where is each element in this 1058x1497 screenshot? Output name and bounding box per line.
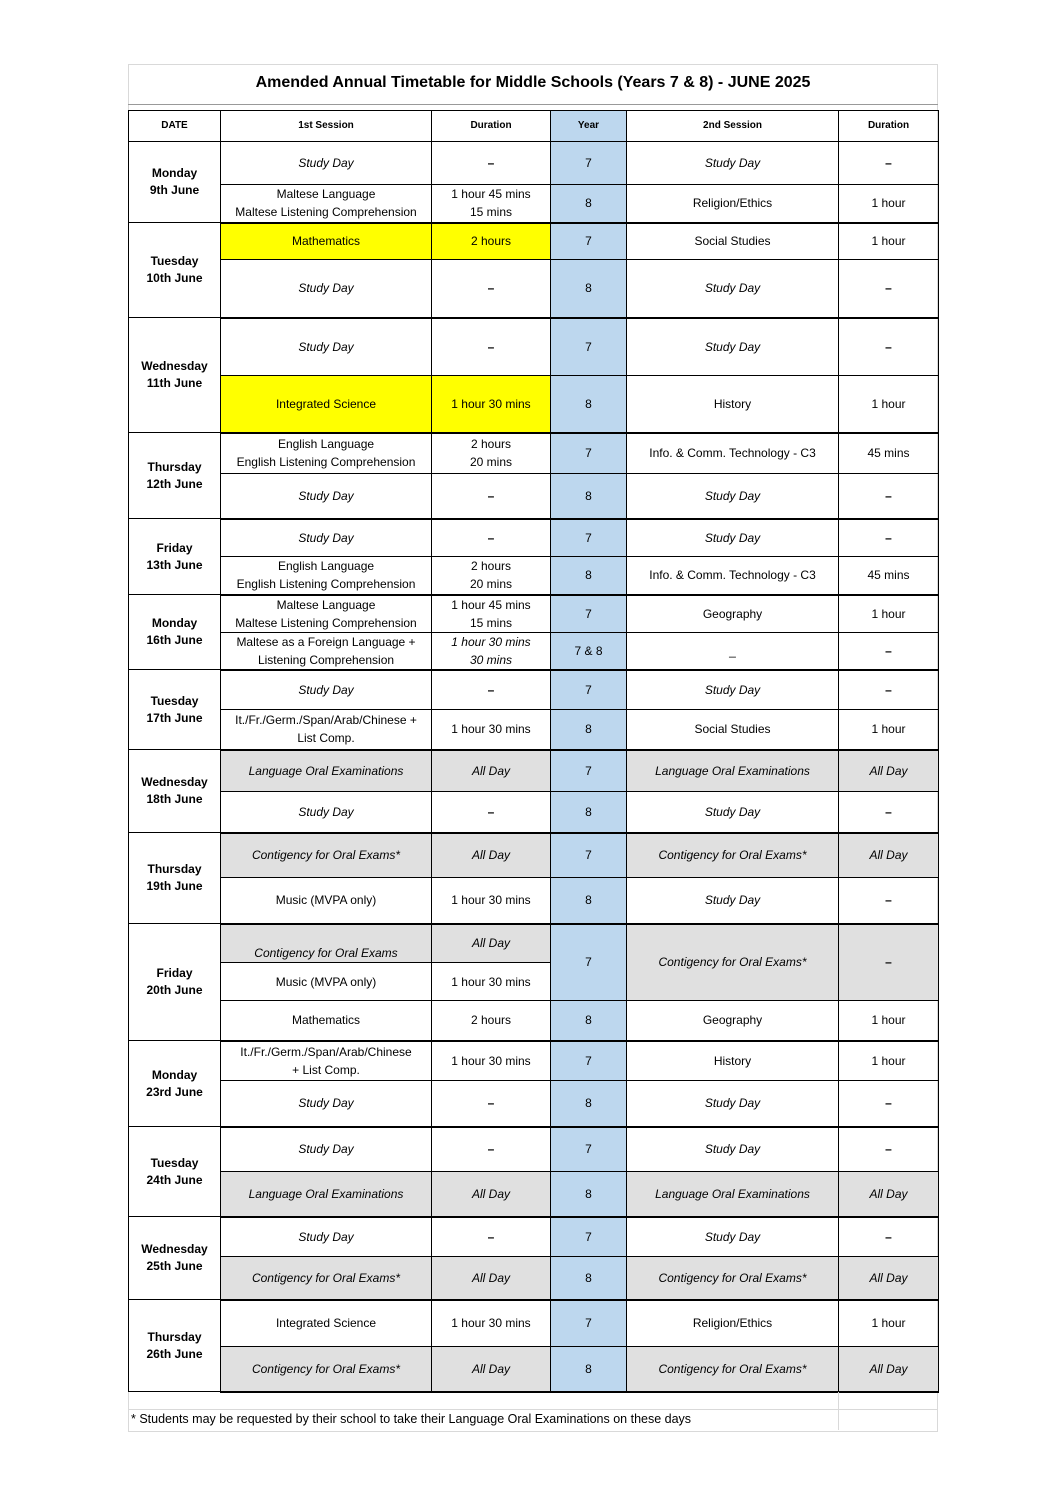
duration2-cell: All Day bbox=[839, 833, 939, 878]
duration1-cell: All Day bbox=[432, 1257, 551, 1300]
duration2-cell: 45 mins bbox=[839, 433, 939, 474]
session1-cell bbox=[221, 185, 432, 223]
subject-line: English Listening Comprehension bbox=[236, 455, 416, 470]
duration1-cell: 2 hours bbox=[432, 223, 551, 260]
day-date: 24th June bbox=[146, 1172, 203, 1187]
table-row bbox=[129, 1127, 939, 1172]
session1-cell: Study Day bbox=[221, 260, 432, 318]
session1-cell: Integrated Science bbox=[221, 1300, 432, 1347]
table-row bbox=[129, 1257, 939, 1300]
duration2-cell: All Day bbox=[839, 1172, 939, 1217]
year-cell: 7 bbox=[551, 924, 627, 1001]
year-cell: 8 bbox=[551, 474, 627, 519]
duration2-cell: – bbox=[839, 670, 939, 710]
session1-cell: Study Day bbox=[221, 792, 432, 833]
year-cell: 8 bbox=[551, 376, 627, 433]
session1-cell: Integrated Science bbox=[221, 376, 432, 433]
duration2-cell: – bbox=[839, 260, 939, 318]
session2-cell: Religion/Ethics bbox=[627, 1300, 839, 1347]
session2-cell: Study Day bbox=[627, 878, 839, 924]
session2-cell: Contigency for Oral Exams* bbox=[627, 1257, 839, 1300]
duration2-cell: – bbox=[839, 142, 939, 185]
session2-cell: Info. & Comm. Technology - C3 bbox=[627, 433, 839, 474]
table-row bbox=[129, 376, 939, 433]
year-cell: 8 bbox=[551, 792, 627, 833]
day-name: Thursday bbox=[147, 459, 202, 474]
duration-line: 2 hours bbox=[470, 437, 512, 452]
table-row bbox=[129, 1172, 939, 1217]
year-cell: 7 bbox=[551, 750, 627, 792]
duration1-cell bbox=[432, 433, 551, 474]
day-date: 11th June bbox=[146, 376, 203, 390]
duration2-cell: 1 hour bbox=[839, 595, 939, 633]
footnote: * Students may be requested by their school to take their Language Oral Examinations on these days bbox=[131, 1412, 692, 1426]
session1-cell: Study Day bbox=[221, 1127, 432, 1172]
day-name: Tuesday bbox=[150, 1155, 199, 1170]
day-date: 19th June bbox=[146, 879, 203, 893]
year-cell: 7 & 8 bbox=[551, 632, 627, 670]
header-year: Year bbox=[551, 111, 627, 142]
year-cell: 7 bbox=[551, 433, 627, 474]
header-duration1: Duration bbox=[432, 111, 551, 142]
table-row bbox=[129, 595, 939, 633]
subject-line: English Language bbox=[277, 559, 375, 574]
duration1-cell: All Day bbox=[432, 1172, 551, 1217]
year-cell: 8 bbox=[551, 1081, 627, 1127]
duration2-cell: 1 hour bbox=[839, 710, 939, 750]
session2-cell: Study Day bbox=[627, 1081, 839, 1127]
duration2-cell: 1 hour bbox=[839, 376, 939, 433]
day-name: Friday bbox=[156, 966, 193, 980]
session1-cell: Contigency for Oral Exams* bbox=[221, 833, 432, 878]
session2-cell: History bbox=[627, 1041, 839, 1081]
session1-cell bbox=[221, 632, 432, 670]
duration1-cell bbox=[432, 632, 551, 670]
footnote-gridline bbox=[838, 1392, 839, 1430]
session1-cell: Study Day bbox=[221, 474, 432, 519]
year-cell: 8 bbox=[551, 710, 627, 750]
duration1-cell: All Day bbox=[432, 750, 551, 792]
session2-cell: _ bbox=[627, 632, 839, 670]
date-cell bbox=[129, 750, 221, 833]
session2-cell: History bbox=[627, 376, 839, 433]
table-row bbox=[129, 142, 939, 185]
day-date: 23rd June bbox=[146, 1084, 203, 1099]
day-date: 13th June bbox=[146, 557, 203, 572]
subject-line: Listening Comprehension bbox=[257, 652, 395, 667]
title-divider bbox=[128, 104, 938, 105]
date-cell bbox=[129, 142, 221, 223]
duration2-cell: – bbox=[839, 519, 939, 557]
table-row bbox=[129, 1300, 939, 1347]
table-row bbox=[129, 318, 939, 376]
year-cell: 8 bbox=[551, 878, 627, 924]
table-row bbox=[129, 670, 939, 710]
table-row bbox=[129, 632, 939, 670]
subject-line: Maltese Listening Comprehension bbox=[235, 205, 417, 220]
session1-cell bbox=[221, 557, 432, 595]
subject-line: List Comp. bbox=[297, 731, 355, 746]
duration1-cell: 1 hour 30 mins bbox=[432, 1041, 551, 1081]
duration2-cell: – bbox=[839, 1217, 939, 1257]
session1-cell: Language Oral Examinations bbox=[221, 1172, 432, 1217]
session1-cell: Contigency for Oral Exams bbox=[221, 924, 432, 963]
date-cell bbox=[129, 670, 221, 750]
year-cell: 7 bbox=[551, 1300, 627, 1347]
session1-cell: Contigency for Oral Exams* bbox=[221, 1347, 432, 1392]
session2-cell: Study Day bbox=[627, 1217, 839, 1257]
duration2-cell: 1 hour bbox=[839, 1041, 939, 1081]
duration-line: 2 hours bbox=[470, 559, 512, 574]
session1-cell: Study Day bbox=[221, 519, 432, 557]
duration1-cell: – bbox=[432, 519, 551, 557]
year-cell: 8 bbox=[551, 1257, 627, 1300]
duration1-cell: – bbox=[432, 474, 551, 519]
year-cell: 7 bbox=[551, 223, 627, 260]
date-cell bbox=[129, 1300, 221, 1392]
table-row bbox=[129, 792, 939, 833]
session2-cell: Social Studies bbox=[627, 710, 839, 750]
session1-cell: Mathematics bbox=[221, 223, 432, 260]
date-cell bbox=[129, 833, 221, 924]
day-name: Tuesday bbox=[150, 254, 199, 268]
day-name: Friday bbox=[156, 540, 193, 555]
page-title: Amended Annual Timetable for Middle Schools (Years 7 & 8) - JUNE 2025 bbox=[255, 74, 811, 91]
date-cell bbox=[129, 433, 221, 519]
date-cell bbox=[129, 318, 221, 433]
day-date: 20th June bbox=[146, 983, 203, 997]
session1-cell bbox=[221, 710, 432, 750]
duration2-cell: – bbox=[839, 632, 939, 670]
table-row bbox=[129, 223, 939, 260]
header-session1: 1st Session bbox=[221, 111, 432, 142]
duration1-cell: 1 hour 30 mins bbox=[432, 878, 551, 924]
duration1-cell: All Day bbox=[432, 1347, 551, 1392]
subject-line: + List Comp. bbox=[292, 1062, 360, 1077]
table-row bbox=[129, 519, 939, 557]
subject-line: Maltese Listening Comprehension bbox=[235, 615, 417, 630]
duration1-cell: 1 hour 30 mins bbox=[432, 376, 551, 433]
table-row bbox=[129, 433, 939, 474]
header-session2: 2nd Session bbox=[627, 111, 839, 142]
duration1-cell: – bbox=[432, 260, 551, 318]
subject-line: English Listening Comprehension bbox=[236, 577, 416, 592]
subject-line: Maltese as a Foreign Language + bbox=[236, 634, 416, 649]
subject-line: Maltese Language bbox=[276, 187, 376, 202]
date-cell bbox=[129, 519, 221, 595]
day-name: Wednesday bbox=[141, 1242, 208, 1256]
table-row bbox=[129, 1001, 939, 1041]
session1-cell: Study Day bbox=[221, 318, 432, 376]
duration-line: 15 mins bbox=[469, 205, 513, 220]
duration1-cell: 2 hours bbox=[432, 1001, 551, 1041]
duration1-cell bbox=[432, 557, 551, 595]
year-cell: 8 bbox=[551, 260, 627, 318]
duration1-cell: 1 hour 30 mins bbox=[432, 1300, 551, 1347]
duration2-cell: – bbox=[839, 318, 939, 376]
session2-cell: Religion/Ethics bbox=[627, 185, 839, 223]
session2-cell: Study Day bbox=[627, 1127, 839, 1172]
table-row bbox=[129, 1081, 939, 1127]
footnote-divider bbox=[128, 1409, 938, 1410]
duration2-cell: 45 mins bbox=[839, 557, 939, 595]
day-date: 16th June bbox=[146, 633, 203, 647]
date-cell bbox=[129, 924, 221, 1041]
session2-cell: Social Studies bbox=[627, 223, 839, 260]
date-cell bbox=[129, 1127, 221, 1217]
duration2-cell: – bbox=[839, 474, 939, 519]
duration1-cell: – bbox=[432, 792, 551, 833]
duration2-cell: All Day bbox=[839, 1347, 939, 1392]
session1-cell: Study Day bbox=[221, 1217, 432, 1257]
session1-cell: Study Day bbox=[221, 142, 432, 185]
duration-line: 20 mins bbox=[469, 577, 513, 592]
day-date: 12th June bbox=[146, 476, 203, 491]
duration2-cell: – bbox=[839, 1081, 939, 1127]
subject-line: Maltese Language bbox=[276, 597, 376, 612]
session1-cell: Contigency for Oral Exams* bbox=[221, 1257, 432, 1300]
duration2-cell: All Day bbox=[839, 750, 939, 792]
session2-cell: Language Oral Examinations bbox=[627, 1172, 839, 1217]
session1-cell: Mathematics bbox=[221, 1001, 432, 1041]
date-cell bbox=[129, 595, 221, 670]
session2-cell: Study Day bbox=[627, 260, 839, 318]
subject-line: It./Fr./Germ./Span/Arab/Chinese + bbox=[235, 713, 417, 728]
duration1-cell: – bbox=[432, 1217, 551, 1257]
duration2-cell: – bbox=[839, 924, 939, 1001]
table-row bbox=[129, 557, 939, 595]
year-cell: 8 bbox=[551, 1001, 627, 1041]
date-cell bbox=[129, 1041, 221, 1127]
day-name: Monday bbox=[151, 616, 198, 630]
year-cell: 7 bbox=[551, 1217, 627, 1257]
duration1-cell bbox=[432, 595, 551, 633]
session2-cell: Study Day bbox=[627, 519, 839, 557]
duration-line: 30 mins bbox=[469, 652, 513, 667]
session2-cell: Contigency for Oral Exams* bbox=[627, 924, 839, 1001]
timetable bbox=[128, 110, 939, 1393]
header-date: DATE bbox=[129, 111, 221, 142]
duration2-cell: 1 hour bbox=[839, 1001, 939, 1041]
session2-cell: Study Day bbox=[627, 792, 839, 833]
duration1-cell: – bbox=[432, 1127, 551, 1172]
session2-cell: Geography bbox=[627, 595, 839, 633]
duration1-cell: – bbox=[432, 318, 551, 376]
day-date: 9th June bbox=[149, 183, 200, 197]
session1-cell bbox=[221, 433, 432, 474]
table-row bbox=[129, 710, 939, 750]
session2-cell: Language Oral Examinations bbox=[627, 750, 839, 792]
duration2-cell: – bbox=[839, 792, 939, 833]
duration2-cell: 1 hour bbox=[839, 1300, 939, 1347]
duration-line: 1 hour 45 mins bbox=[451, 597, 531, 612]
year-cell: 7 bbox=[551, 1041, 627, 1081]
duration2-cell: – bbox=[839, 1127, 939, 1172]
day-date: 17th June bbox=[146, 710, 203, 725]
duration1-cell: All Day bbox=[432, 833, 551, 878]
table-row bbox=[129, 1217, 939, 1257]
table-row bbox=[129, 185, 939, 223]
day-name: Tuesday bbox=[150, 693, 199, 708]
session1-cell bbox=[221, 1041, 432, 1081]
duration-line: 15 mins bbox=[469, 615, 513, 630]
session2-cell: Info. & Comm. Technology - C3 bbox=[627, 557, 839, 595]
year-cell: 7 bbox=[551, 142, 627, 185]
duration2-cell: All Day bbox=[839, 1257, 939, 1300]
session2-cell: Study Day bbox=[627, 142, 839, 185]
header-duration2: Duration bbox=[839, 111, 939, 142]
table-row bbox=[129, 924, 939, 963]
day-name: Wednesday bbox=[141, 359, 208, 373]
table-row bbox=[129, 750, 939, 792]
year-cell: 7 bbox=[551, 318, 627, 376]
session2-cell: Contigency for Oral Exams* bbox=[627, 1347, 839, 1392]
table-row bbox=[129, 878, 939, 924]
session1-cell: Study Day bbox=[221, 670, 432, 710]
duration2-cell: 1 hour bbox=[839, 185, 939, 223]
session2-cell: Geography bbox=[627, 1001, 839, 1041]
year-cell: 7 bbox=[551, 670, 627, 710]
year-cell: 8 bbox=[551, 557, 627, 595]
day-name: Wednesday bbox=[141, 775, 208, 789]
table-row bbox=[129, 1347, 939, 1392]
year-cell: 8 bbox=[551, 1172, 627, 1217]
session2-cell: Study Day bbox=[627, 474, 839, 519]
session1-cell: Music (MVPA only) bbox=[221, 963, 432, 1001]
day-name: Monday bbox=[151, 166, 198, 180]
year-cell: 7 bbox=[551, 595, 627, 633]
subject-line: It./Fr./Germ./Span/Arab/Chinese bbox=[240, 1044, 412, 1059]
table-row bbox=[129, 833, 939, 878]
session1-cell bbox=[221, 595, 432, 633]
day-date: 10th June bbox=[146, 271, 203, 285]
year-cell: 7 bbox=[551, 519, 627, 557]
session2-cell: Study Day bbox=[627, 670, 839, 710]
duration-line: 1 hour 30 mins bbox=[451, 634, 531, 649]
duration2-cell: – bbox=[839, 878, 939, 924]
duration1-cell: – bbox=[432, 670, 551, 710]
day-date: 25th June bbox=[146, 1259, 203, 1273]
table-row bbox=[129, 260, 939, 318]
session2-cell: Study Day bbox=[627, 318, 839, 376]
duration2-cell: 1 hour bbox=[839, 223, 939, 260]
day-name: Monday bbox=[151, 1067, 198, 1082]
session1-cell: Study Day bbox=[221, 1081, 432, 1127]
duration1-cell: 1 hour 30 mins bbox=[432, 710, 551, 750]
date-cell bbox=[129, 223, 221, 318]
year-cell: 7 bbox=[551, 1127, 627, 1172]
duration-line: 1 hour 45 mins bbox=[451, 187, 531, 202]
table-row bbox=[129, 1041, 939, 1081]
session1-cell: Language Oral Examinations bbox=[221, 750, 432, 792]
session1-cell: Music (MVPA only) bbox=[221, 878, 432, 924]
day-date: 18th June bbox=[146, 792, 203, 806]
year-cell: 8 bbox=[551, 185, 627, 223]
session2-cell: Contigency for Oral Exams* bbox=[627, 833, 839, 878]
header-row bbox=[129, 111, 939, 142]
duration1-cell: 1 hour 30 mins bbox=[432, 963, 551, 1001]
year-cell: 7 bbox=[551, 833, 627, 878]
duration1-cell: – bbox=[432, 142, 551, 185]
table-row bbox=[129, 474, 939, 519]
duration-line: 20 mins bbox=[469, 455, 513, 470]
day-name: Thursday bbox=[147, 1329, 202, 1344]
day-date: 26th June bbox=[146, 1346, 203, 1361]
date-cell bbox=[129, 1217, 221, 1300]
duration1-cell bbox=[432, 185, 551, 223]
duration1-cell: – bbox=[432, 1081, 551, 1127]
subject-line: English Language bbox=[277, 437, 375, 452]
duration1-cell: All Day bbox=[432, 924, 551, 963]
year-cell: 8 bbox=[551, 1347, 627, 1392]
day-name: Thursday bbox=[147, 862, 202, 876]
